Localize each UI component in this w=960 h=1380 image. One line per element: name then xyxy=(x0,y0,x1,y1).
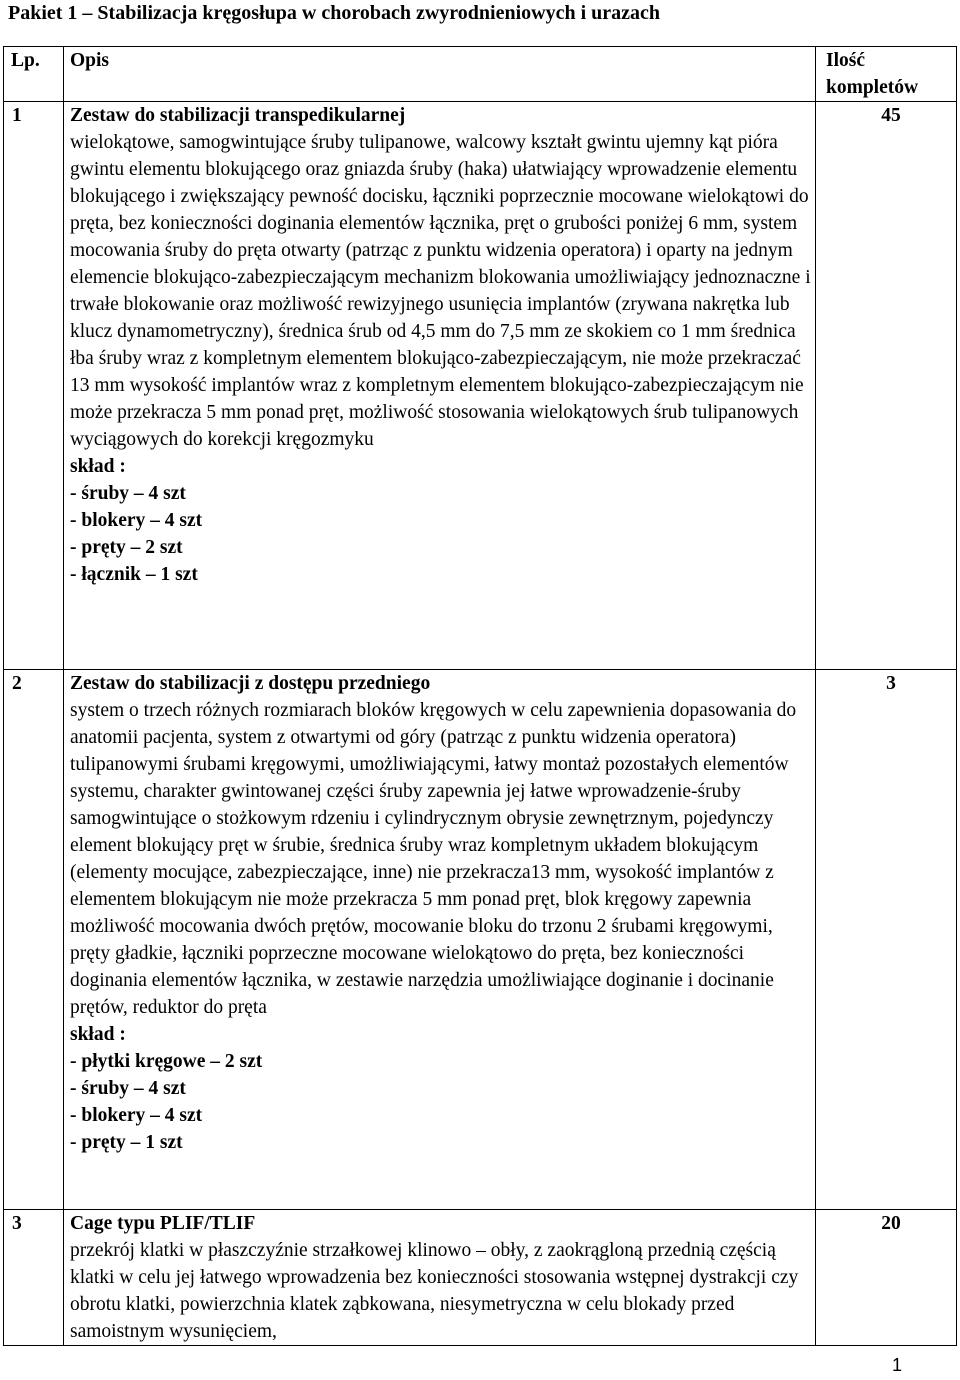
item-text: przekrój klatki w płaszczyźnie strzałkowej klinowo – obły, z zaokrągloną przednią częścią klatki w celu jej łatwego wprowadzenia bez konieczności stosowania wstępnej dystrakcji czy obrotu klatki, powierzchnia klatek ząbkowana, niesymetryczna w celu blokady przed samoistnym wysunięciem, xyxy=(70,1240,799,1342)
header-description: Opis xyxy=(64,47,816,102)
component-item: - blokery – 4 szt xyxy=(70,510,203,531)
table-row xyxy=(4,670,957,1210)
package-table xyxy=(3,46,957,1346)
component-item: - płytki kręgowe – 2 szt xyxy=(70,1051,263,1072)
table-row xyxy=(4,1210,957,1346)
table-row xyxy=(4,102,957,670)
component-item: - śruby – 4 szt xyxy=(70,483,186,504)
row-quantity xyxy=(816,670,957,1210)
row-lp: 2 xyxy=(4,670,64,1210)
quantity-value: 3 xyxy=(886,673,896,694)
quantity-value: 45 xyxy=(881,105,901,126)
header-lp: Lp. xyxy=(4,47,64,102)
header-quantity: Ilość kompletów xyxy=(816,47,957,102)
row-description xyxy=(64,670,816,1210)
item-name: Zestaw do stabilizacji transpedikularnej xyxy=(70,105,406,126)
composition-label: skład : xyxy=(70,1024,126,1045)
row-quantity xyxy=(816,102,957,670)
component-item: - pręty – 1 szt xyxy=(70,1132,183,1153)
table-header-row xyxy=(4,47,957,102)
row-description xyxy=(64,1210,816,1346)
page-number: 1 xyxy=(891,1355,902,1375)
row-lp: 1 xyxy=(4,102,64,670)
row-description xyxy=(64,102,816,670)
component-item: - łącznik – 1 szt xyxy=(70,564,198,585)
item-text: wielokątowe, samogwintujące śruby tulipanowe, walcowy kształt gwintu ujemny kąt pióra gwintu elementu blokującego oraz gniazda śruby (haka) ułatwiający wprowadzenie elementu blokującego i zwiększający pewność docisku, łączniki poprzecznie mocowane wielokątowi do pręta, bez konieczności doginania elementów łącznika, pręt o grubości poniżej 6 mm, system mocowania śruby do pręta otwarty (patrząc z punktu widzenia operatora) i oparty na jednym elemencie blokująco-zabezpieczającym mechanizm blokowania umożliwiający jednoznaczne i trwałe blokowanie oraz możliwość rewizyjnego usunięcia implantów (zrywana nakrętka lub klucz dynamometryczny), średnica śrub od 4,5 mm do 7,5 mm ze skokiem co 1 mm średnica łba śruby wraz z kompletnym elementem blokująco-zabezpieczającym, nie może przekraczać 13 mm wysokość implantów wraz z kompletnym elementem blokująco-zabezpieczającym nie może przekracza 5 mm ponad pręt, możliwość stosowania wielokątowych śrub tulipanowych wyciągowych do korekcji kręgozmyku xyxy=(70,132,811,450)
item-text: system o trzech różnych rozmiarach bloków kręgowych w celu zapewnienia dopasowania do anatomii pacjenta, system z otwartymi od góry (patrząc z punktu widzenia operatora) tulipanowymi śrubami kręgowymi, umożliwiającymi, łatwy montaż pozostałych elementów systemu, charakter gwintowanej części śruby zapewnia jej łatwe wprowadzenie-śruby samogwintujące o stożkowym rdzeniu i cylindrycznym obrysie zewnętrznym, pojedynczy element blokujący pręt w śrubie, średnica śruby wraz kompletnym układem blokującym (elementy mocujące, zabezpieczające, inne) nie przekracza13 mm, wysokość implantów z elementem blokującym nie może przekracza 5 mm ponad pręt, blok kręgowy zapewnia możliwość mocowania dwóch prętów, mocowanie bloku do trzonu 2 śrubami kręgowymi, pręty gładkie, łączniki poprzeczne mocowane wielokątowo do pręta, bez konieczności doginania elementów łącznika, w zestawie narzędzia umożliwiające doginanie i docinanie prętów, reduktor do pręta xyxy=(70,700,797,1018)
page-title: Pakiet 1 – Stabilizacja kręgosłupa w chorobach zwyrodnieniowych i urazach xyxy=(8,2,661,24)
row-lp: 3 xyxy=(4,1210,64,1346)
composition-label: skład : xyxy=(70,456,126,477)
row-quantity xyxy=(816,1210,957,1346)
quantity-value: 20 xyxy=(881,1213,901,1234)
component-item: - blokery – 4 szt xyxy=(70,1105,203,1126)
component-item: - pręty – 2 szt xyxy=(70,537,183,558)
item-name: Cage typu PLIF/TLIF xyxy=(70,1213,256,1234)
item-name: Zestaw do stabilizacji z dostępu przedniego xyxy=(70,673,431,694)
component-item: - śruby – 4 szt xyxy=(70,1078,186,1099)
